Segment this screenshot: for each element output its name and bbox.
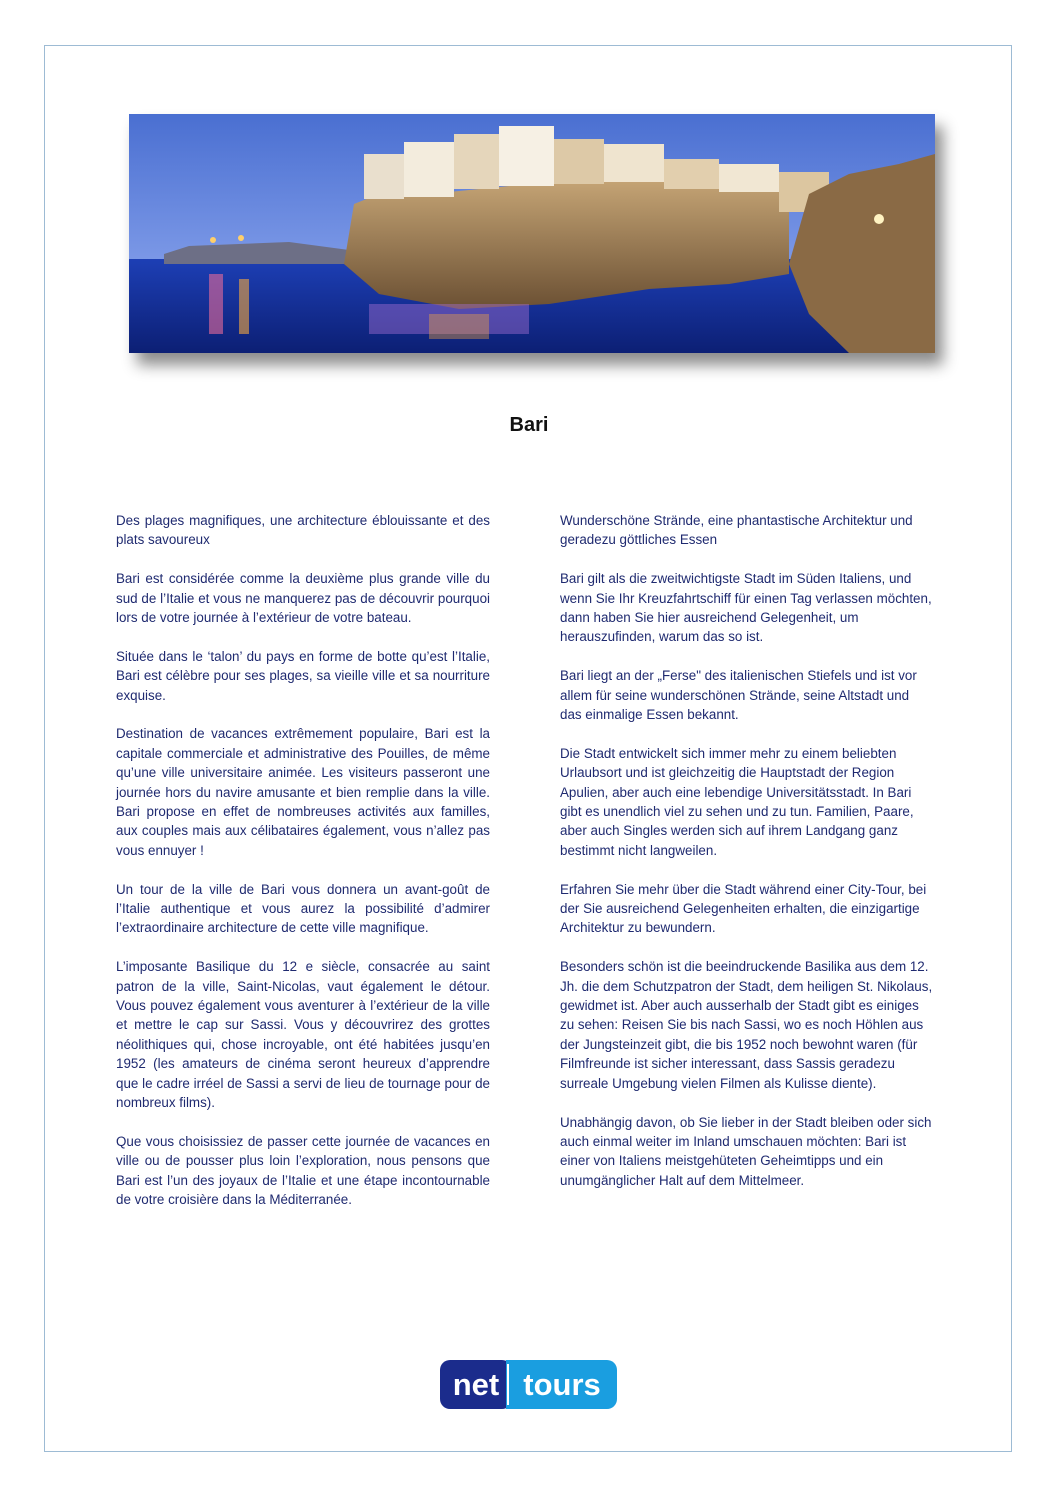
page-title: Bari (509, 414, 549, 436)
french-column (116, 511, 490, 1229)
german-paragraph: Besonders schön ist die beeindruckende Basilika aus dem 12. Jh. die dem Schutzpatron der Stadt, dem heiligen St. Nikolaus, gewidmet ist. Aber auch ausserhalb der Stadt gibt es einiges zu sehen: Reisen Sie bis nach Sassi, wo es noch Höhlen aus der Jungsteinzeit gibt, die bis 1952 noch bewohnt waren (für Filmfreunde ist sicher interessant, dass Sassis geradezu surreale Umgebung vielen Filmen als Kulisse diente). (560, 959, 933, 1091)
french-paragraph: Située dans le ‘talon’ du pays en forme de botte qu’est l’Italie, Bari est célèbre pour ses plages, sa vieille ville et sa nourriture exquise. (116, 648, 490, 703)
french-paragraph: Destination de vacances extrêmement populaire, Bari est la capitale commerciale et administrative des Pouilles, de même qu’une ville universitaire animée. Les visiteurs passeront une journée hors du navire amusante et bien remplie dans la ville. Bari propose en effet de nombreuses activités aux familles, aux couples mais aux célibataires également, vous n’allez pas vous ennuyer ! (116, 726, 490, 858)
nettours-logo (440, 1360, 617, 1409)
german-paragraph: Bari liegt an der „Ferse" des italienischen Stiefels und ist vor allem für seine wunderschönen Strände, seine Altstadt und das einmalige Essen bekannt. (560, 668, 917, 723)
logo-part-net: net (452, 1367, 500, 1402)
german-column (560, 511, 934, 1210)
nettours-logo-icon (440, 1360, 617, 1409)
german-paragraph: Bari gilt als die zweitwichtigste Stadt im Süden Italiens, und wenn Sie Ihr Kreuzfahrtschiff für einen Tag verlassen möchten, dann haben Sie hier ausreichend Gelegenheit, um herauszufinden, warum das so ist. (560, 571, 932, 645)
french-paragraph: Bari est considérée comme la deuxième plus grande ville du sud de l’Italie et vous ne manquerez pas de découvrir pourquoi lors de votre journée à l’extérieur de votre bateau. (116, 571, 490, 626)
german-paragraph: Erfahren Sie mehr über die Stadt während einer City-Tour, bei der Sie ausreichend Gelegenheiten erhalten, die einzigartige Architektur zu bewundern. (560, 881, 927, 936)
coastal-town-photo-icon (129, 114, 935, 353)
french-paragraph: Des plages magnifiques, une architecture éblouissante et des plats savoureux (116, 513, 490, 548)
german-paragraph: Wunderschöne Strände, eine phantastische Architektur und geradezu göttliches Essen (560, 513, 913, 548)
german-paragraph: Unabhängig davon, ob Sie lieber in der Stadt bleiben oder sich auch einmal weiter im Inland umschauen möchten: Bari ist einer von Italiens meistgehüteten Geheimtipps und ein unumgänglicher Halt auf dem Mittelmeer. (560, 1114, 932, 1188)
french-paragraph: Un tour de la ville de Bari vous donnera un avant-goût de l’Italie authentique et vous aurez la possibilité d’admirer l’extraordinaire architecture de cette ville magnifique. (116, 881, 490, 936)
french-paragraph: Que vous choisissiez de passer cette journée de vacances en ville ou de pousser plus loin l’exploration, nous pensons que Bari est l’un des joyaux de l’Italie et une étape incontournable de votre croisière dans la Méditerranée. (116, 1133, 490, 1208)
german-paragraph: Die Stadt entwickelt sich immer mehr zu einem beliebten Urlaubsort und ist gleichzeitig die Hauptstadt der Region Apulien, aber auch eine lebendige Universitätsstadt. In Bari gibt es unendlich viel zu sehen und zu tun. Familien, Paare, aber auch Singles werden sich auf ihrem Landgang ganz bestimmt nicht langweilen. (560, 745, 914, 858)
logo-part-tours: tours (523, 1367, 601, 1402)
french-paragraph: L’imposante Basilique du 12 e siècle, consacrée au saint patron de la ville, Saint-Nicolas, vaut également le détour. Vous pouvez également vous aventurer à l’extérieur de la ville et mettre le cap sur Sassi. Vous y découvrirez des grottes néolithiques qui, chose incroyable, ont été habitées jusqu’en 1952 (les amateurs de cinéma seront heureux d’apprendre que le cadre irréel de Sassi a servi de lieu de tournage pour de nombreux films). (116, 959, 490, 1111)
banner-photo (129, 114, 935, 353)
